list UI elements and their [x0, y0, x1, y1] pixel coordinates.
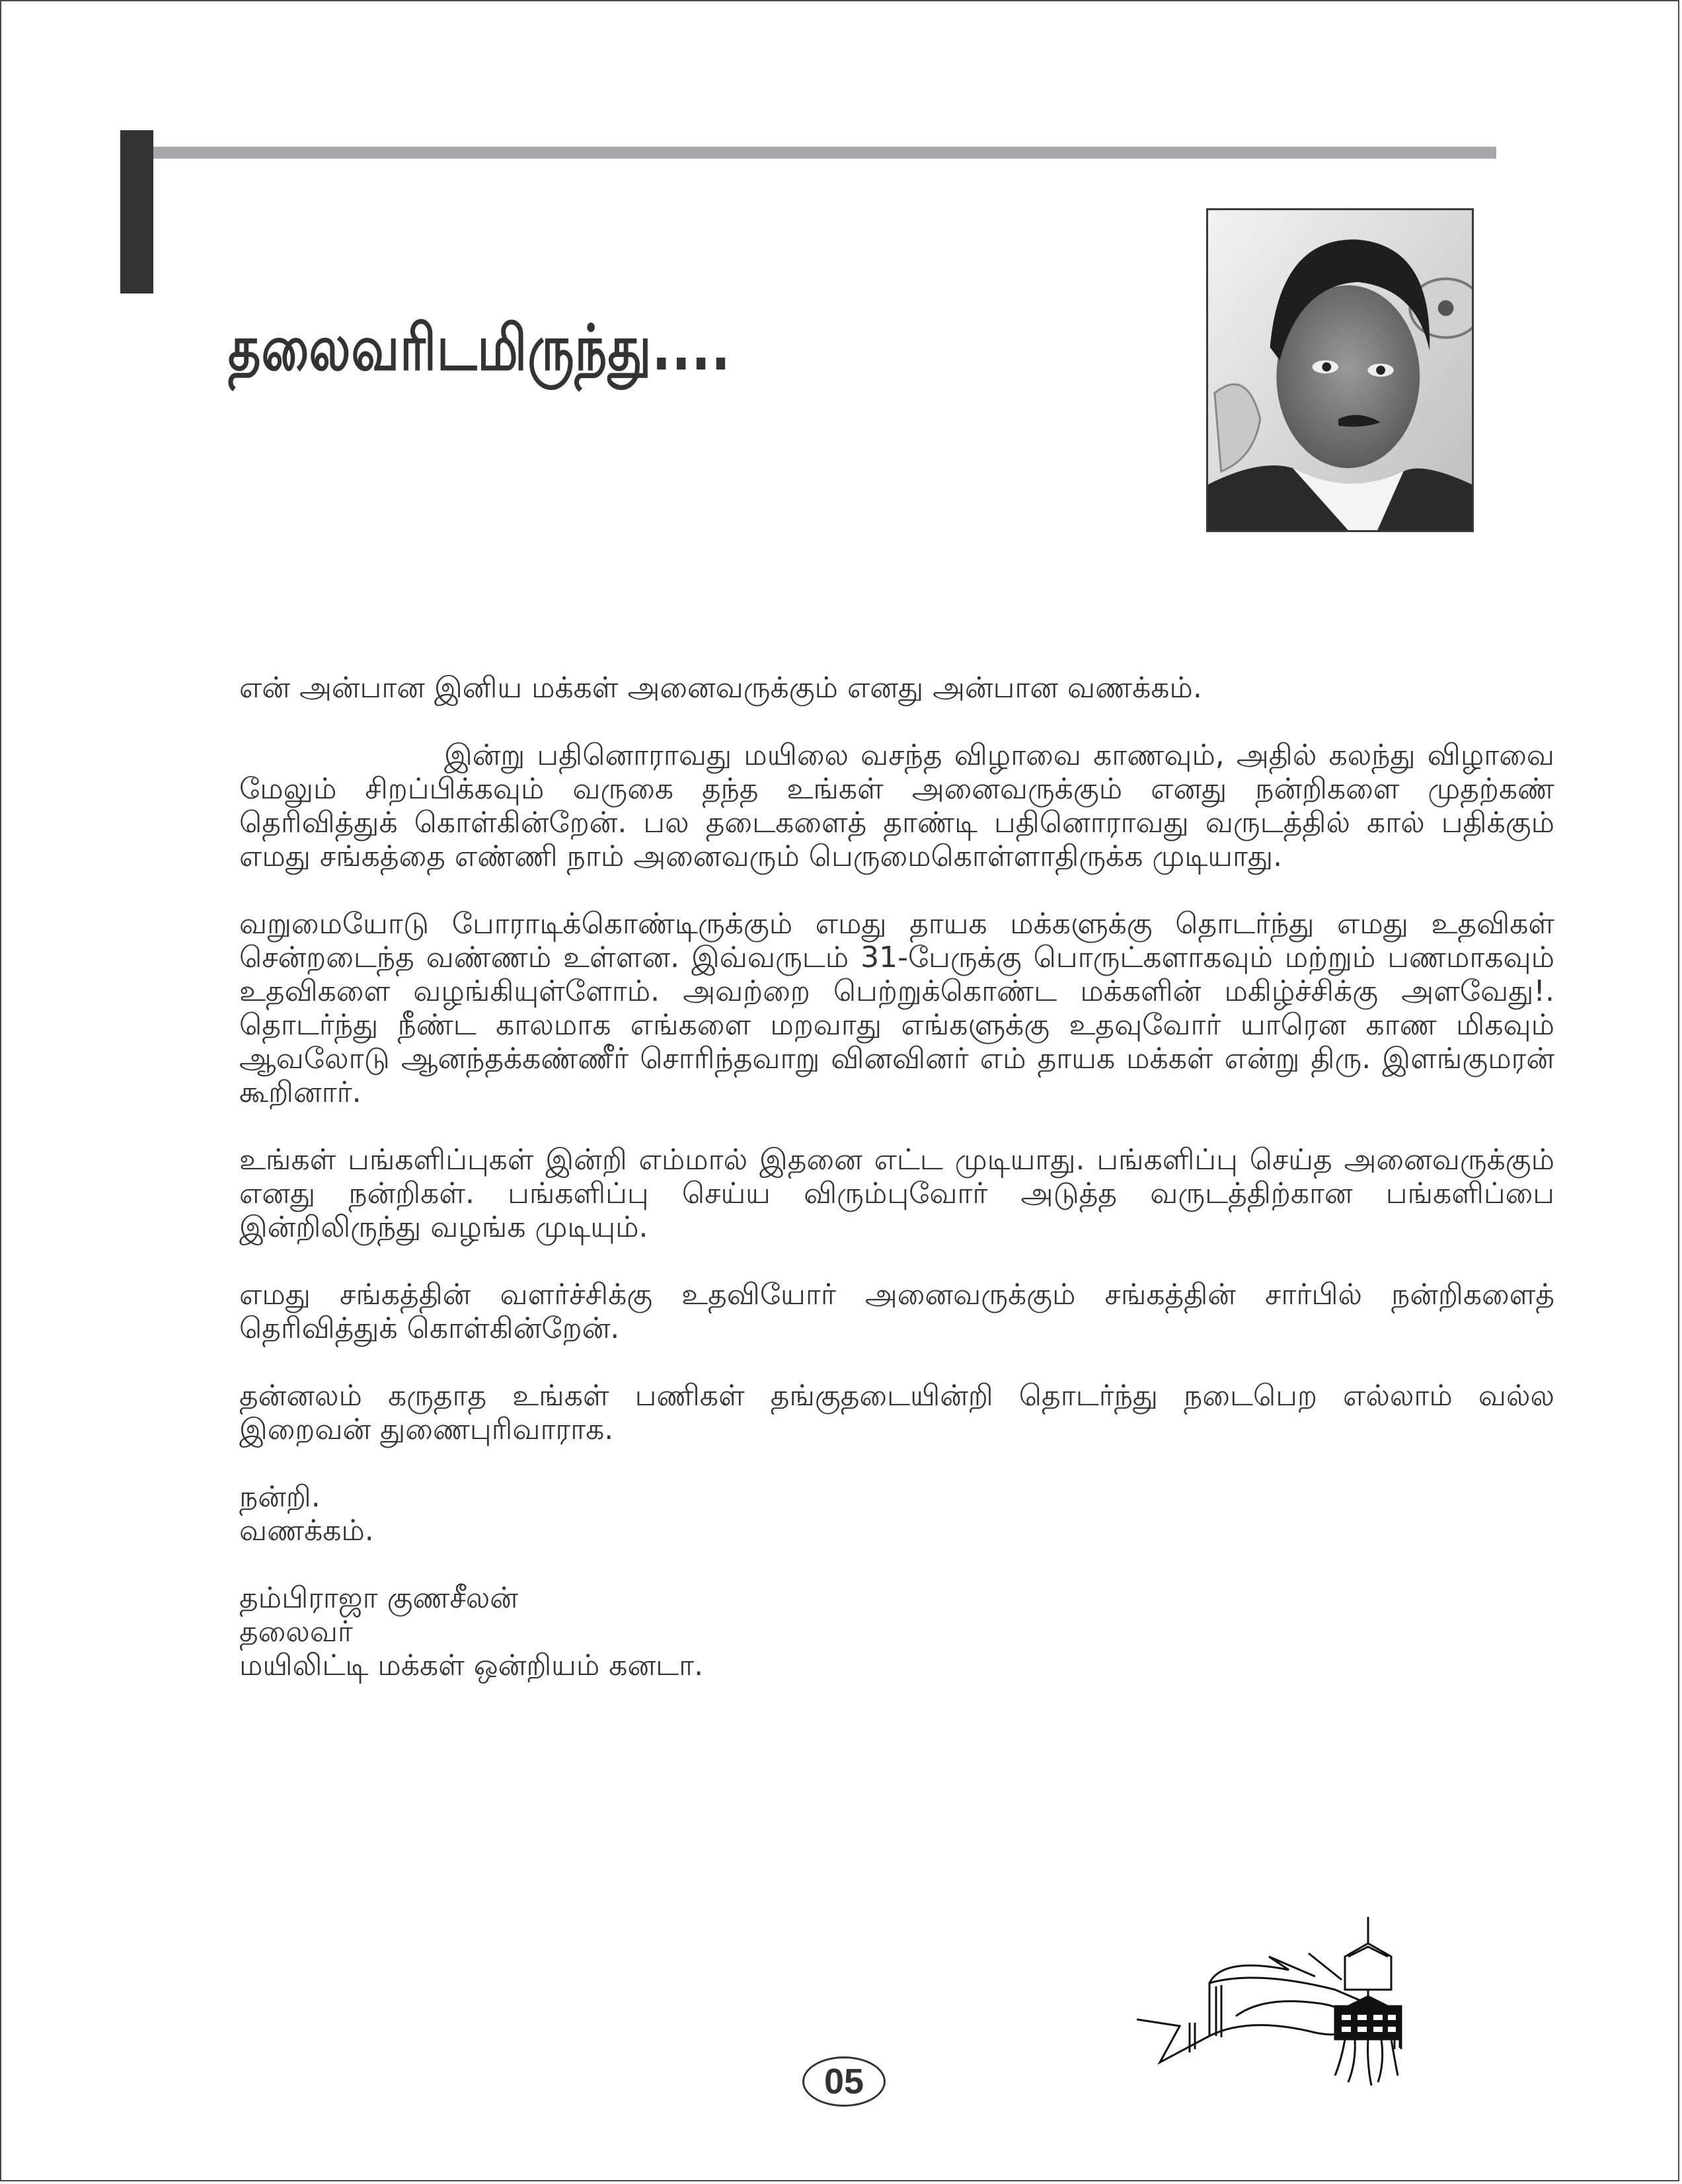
letter-body	[239, 671, 1554, 1682]
closing-thanks: நன்றி.	[239, 1480, 321, 1514]
closing-regards: வணக்கம்.	[239, 1514, 374, 1547]
signature-organization: மயிலிட்டி மக்கள் ஒன்றியம் கனடா.	[239, 1649, 704, 1682]
paragraph: எமது சங்கத்தின் வளர்ச்சிக்கு உதவியோர் அனைவருக்கும் சங்கத்தின் சார்பில் நன்றிகளைத் தெரிவித்துக் கொள்கின்றேன்.	[239, 1278, 1554, 1345]
page-title: தலைவரிடமிருந்து....	[228, 311, 731, 385]
signature-role: தலைவர்	[239, 1615, 353, 1649]
ribbon-lantern-ornament-icon	[1117, 1917, 1487, 2089]
paragraph: தன்னலம் கருதாத உங்கள் பணிகள் தங்குதடையின்றி தொடர்ந்து நடைபெற எல்லாம் வல்ல இறைவன் துணைபுரிவாராக.	[239, 1379, 1554, 1446]
page-number-badge: 05	[802, 2056, 886, 2107]
greeting: என் அன்பான இனிய மக்கள் அனைவருக்கும் எனது அன்பான வணக்கம்.	[239, 671, 1202, 705]
closing	[239, 1480, 1554, 1547]
president-photo	[1206, 208, 1474, 532]
paragraph: இன்று பதினொராவது மயிலை வசந்த விழாவை காணவும், அதில் கலந்து விழாவை மேலும் சிறப்பிக்கவும் வருகை தந்த உங்கள் அனைவருக்கும் எனது நன்றிகளை முதற்கண் தெரிவித்துக் கொள்கின்றேன். பல தடைகளைத் தாண்டி பதினொராவது வருடத்தில் கால் பதிக்கும் எமது சங்கத்தை எண்ணி நாம் அனைவரும் பெருமைகொள்ளாதிருக்க முடியாது.	[239, 738, 1554, 873]
signature-name: தம்பிராஜா குணசீலன்	[239, 1581, 518, 1615]
paragraph: உங்கள் பங்களிப்புகள் இன்றி எம்மால் இதனை எட்ட முடியாது. பங்களிப்பு செய்த அனைவருக்கும் எனது நன்றிகள். பங்களிப்பு செய்ய விரும்புவோர் அடுத்த வருடத்திற்கான பங்களிப்பை இன்றிலிருந்து வழங்க முடியும்.	[239, 1143, 1554, 1244]
header-vertical-bar	[120, 130, 153, 293]
paragraph: வறுமையோடு போராடிக்கொண்டிருக்கும் எமது தாயக மக்களுக்கு தொடர்ந்து எமது உதவிகள் சென்றடைந்த வண்ணம் உள்ளன. இவ்வருடம் 31-பேருக்கு பொருட்களாகவும் மற்றும் பணமாகவும் உதவிகளை வழங்கியுள்ளோம். அவற்றை பெற்றுக்கொண்ட மக்களின் மகிழ்ச்சிக்கு அளவேது!. தொடர்ந்து நீண்ட காலமாக எங்களை மறவாது எங்களுக்கு உதவுவோர் யாரென காண மிகவும் ஆவலோடு ஆனந்தக்கண்ணீர் சொரிந்தவாறு வினவினர் எம் தாயக மக்கள் என்று திரு. இளங்குமரன் கூறினார்.	[239, 907, 1554, 1109]
portrait-image	[1208, 210, 1472, 530]
header-horizontal-bar	[153, 147, 1496, 159]
signature	[239, 1581, 1554, 1682]
